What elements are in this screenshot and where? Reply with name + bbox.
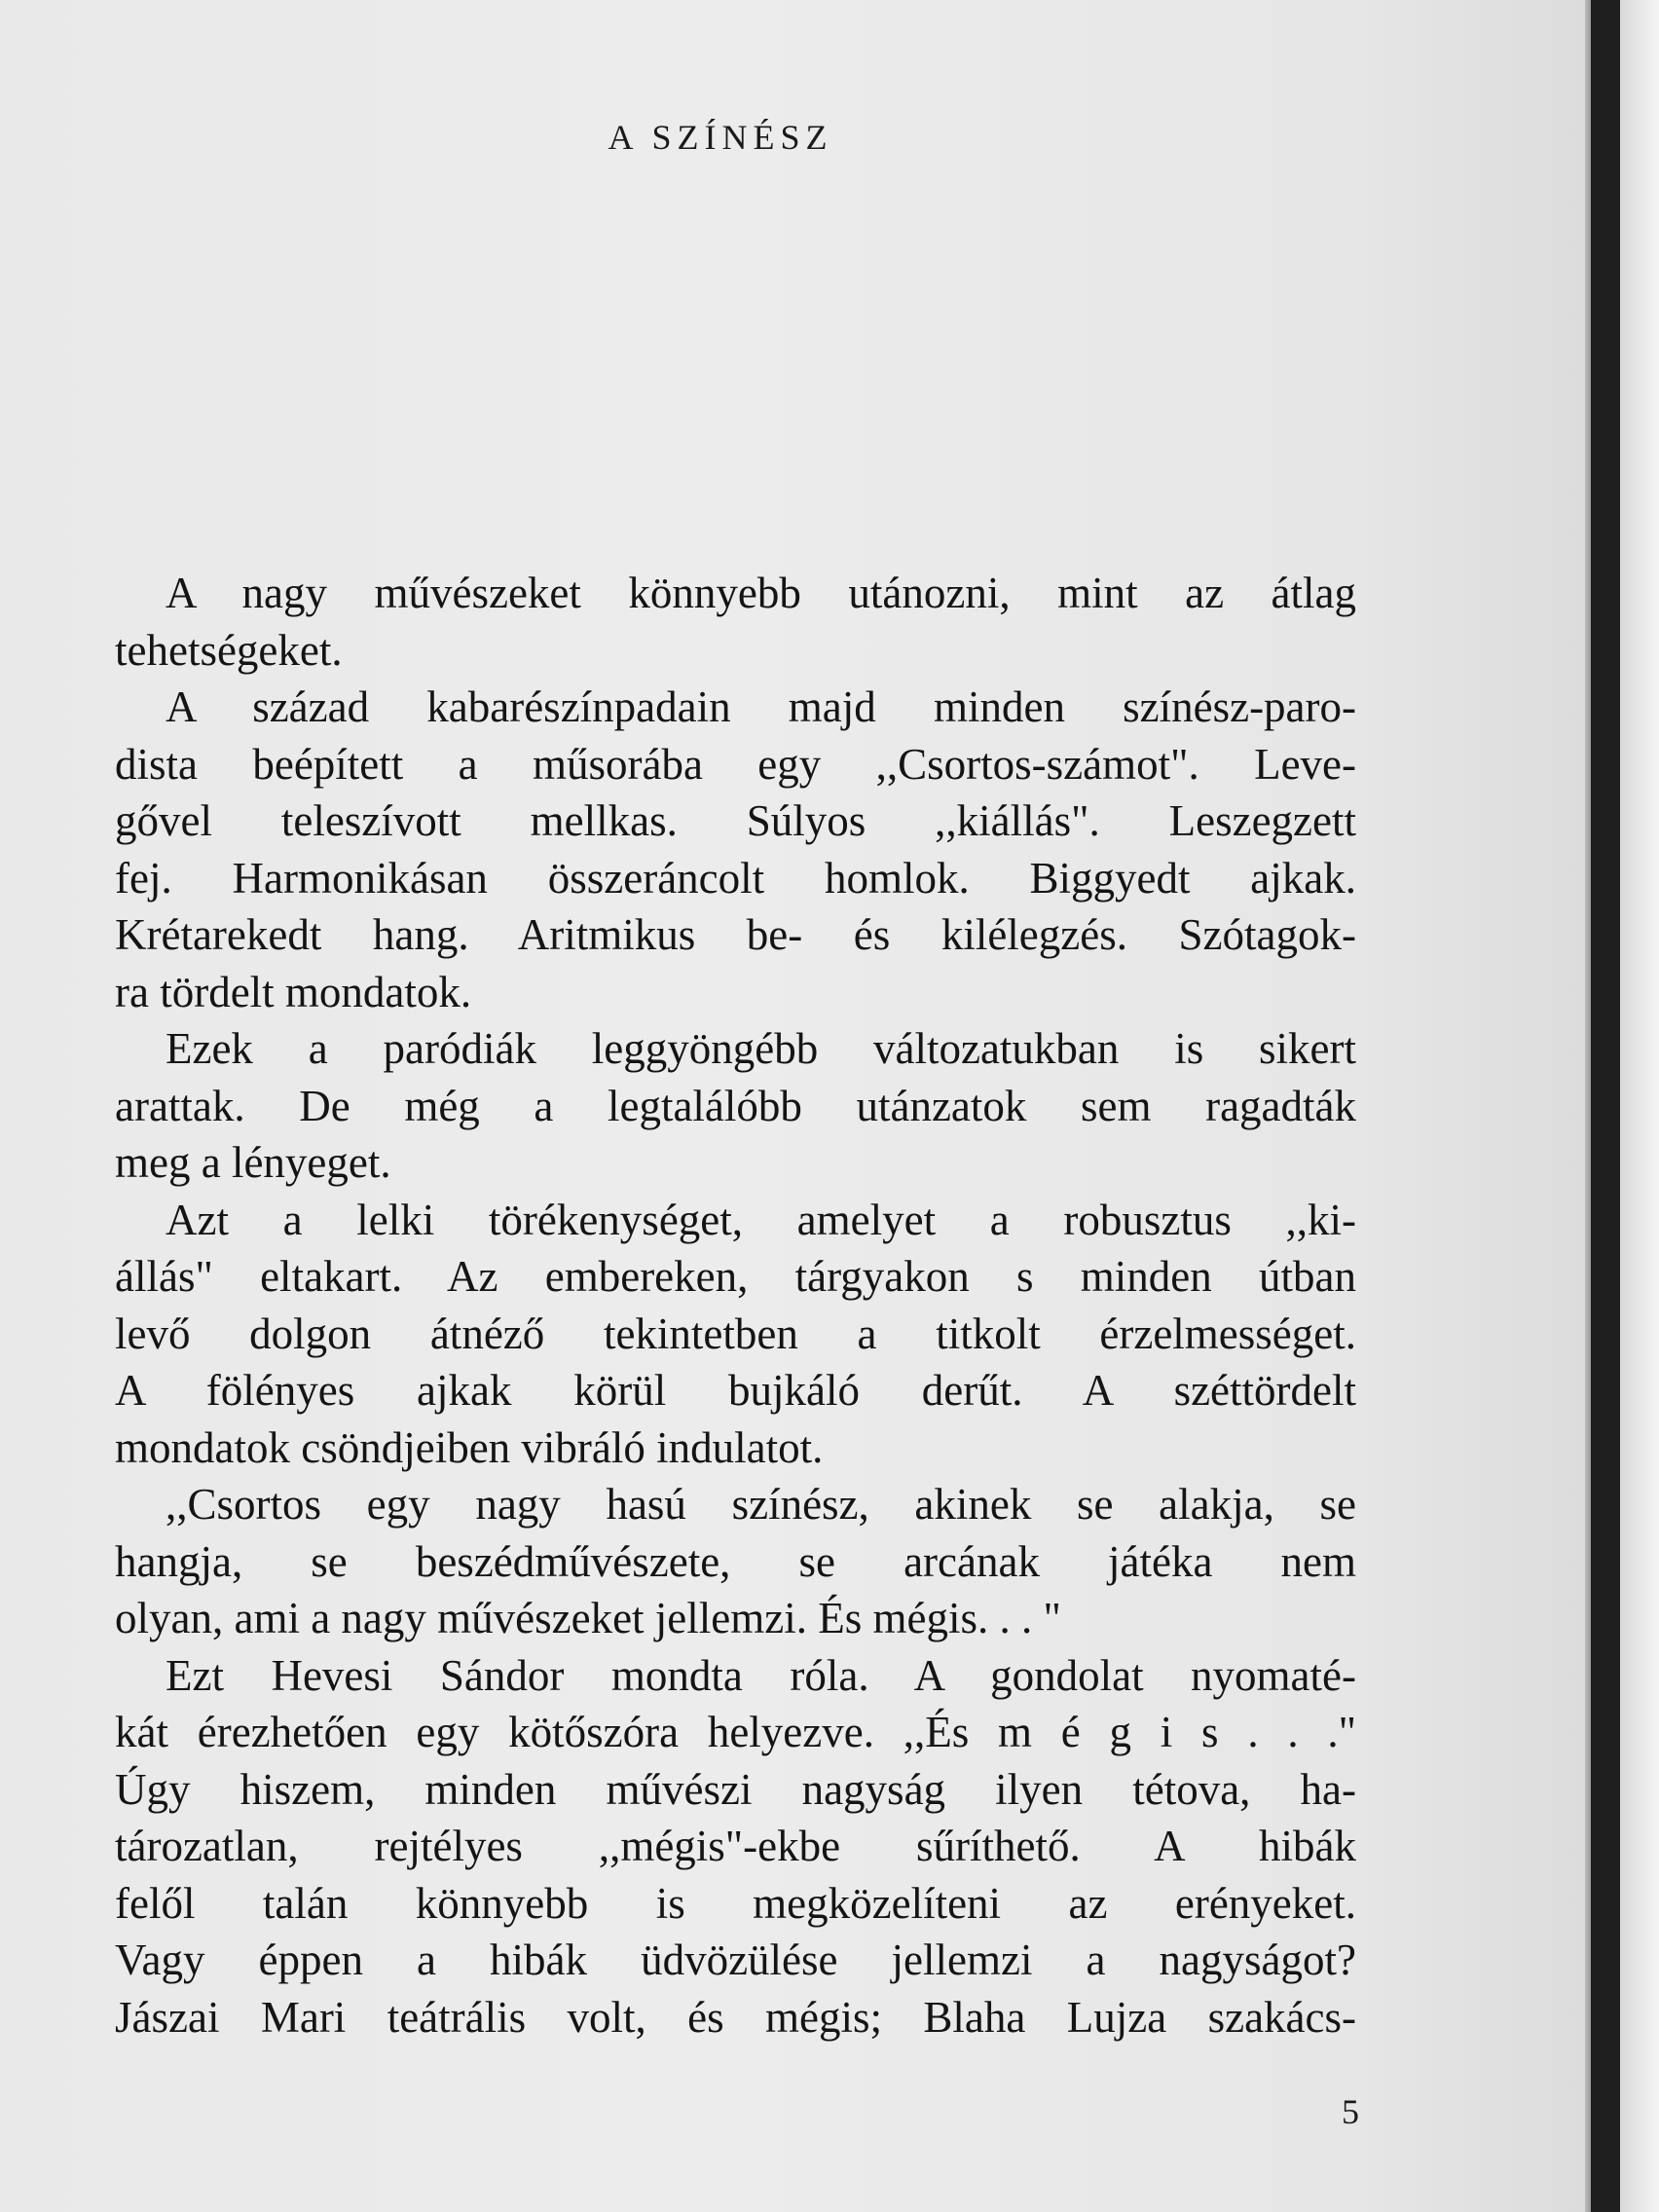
text-line: állás" eltakart. Az embereken, tárgyakon s minden útban	[115, 1252, 1356, 1301]
text-line: felől talán könnyebb is megközelíteni az erényeket.	[115, 1878, 1356, 1928]
text-line: Azt a lelki törékenységet, amelyet a robusztus ,,ki-	[166, 1195, 1356, 1244]
page-number: 5	[1342, 2092, 1359, 2131]
text-line: olyan, ami a nagy művészeket jellemzi. És mégis. . . "	[115, 1594, 1061, 1642]
text-line: A fölényes ajkak körül bujkáló derűt. A széttördelt	[115, 1366, 1356, 1415]
text-line: meg a lényeget.	[115, 1138, 391, 1187]
text-line: Krétarekedt hang. Aritmikus be- és kilélegzés. Szótagok-	[115, 910, 1356, 959]
text-line: gővel teleszívott mellkas. Súlyos ,,kiállás". Leszegzett	[115, 796, 1356, 845]
text-line: tározatlan, rejtélyes ,,mégis"-ekbe sűríthető. A hibák	[115, 1822, 1356, 1870]
text-line: Ezek a paródiák leggyöngébb változatukban is sikert	[166, 1024, 1356, 1073]
text-line: fej. Harmonikásan összeráncolt homlok. Biggyedt ajkak.	[115, 853, 1356, 903]
book-cover-edge	[1591, 0, 1620, 2212]
text-line: levő dolgon átnéző tekintetben a titkolt érzelmességet.	[115, 1309, 1356, 1358]
text-line: Ezt Hevesi Sándor mondta róla. A gondolat nyomaté-	[166, 1650, 1356, 1700]
text-line: Úgy hiszem, minden művészi nagyság ilyen tétova, ha-	[115, 1764, 1356, 1814]
text-line: Jászai Mari teátrális volt, és mégis; Blaha Lujza szakács-	[115, 1992, 1356, 2042]
text-line: tehetségeket.	[115, 625, 343, 675]
text-line: hangja, se beszédművészete, se arcának játéka nem	[115, 1536, 1356, 1586]
text-line: A század kabarészínpadain majd minden színész-paro-	[166, 682, 1356, 731]
text-line: ,,Csortos egy nagy hasú színész, akinek se alakja, se	[166, 1480, 1356, 1529]
text-line: mondatok csöndjeiben vibráló indulatot.	[115, 1422, 824, 1472]
text-line: dista beépített a műsorába egy ,,Csortos-számot". Leve-	[115, 739, 1356, 789]
text-line: ra tördelt mondatok.	[115, 967, 472, 1016]
scan-margin	[1620, 0, 1659, 2212]
text-line: A nagy művészeket könnyebb utánozni, mint az átlag	[166, 569, 1356, 617]
body-text	[115, 565, 1356, 2046]
page-title: A SZÍNÉSZ	[608, 118, 833, 157]
text-line: arattak. De még a legtalálóbb utánzatok sem ragadták	[115, 1081, 1356, 1130]
text-line: Vagy éppen a hibák üdvözülése jellemzi a nagyságot?	[115, 1936, 1356, 1984]
text-line: kát érezhetően egy kötőszóra helyezve. ,,És m é g i s . . ."	[115, 1708, 1356, 1756]
